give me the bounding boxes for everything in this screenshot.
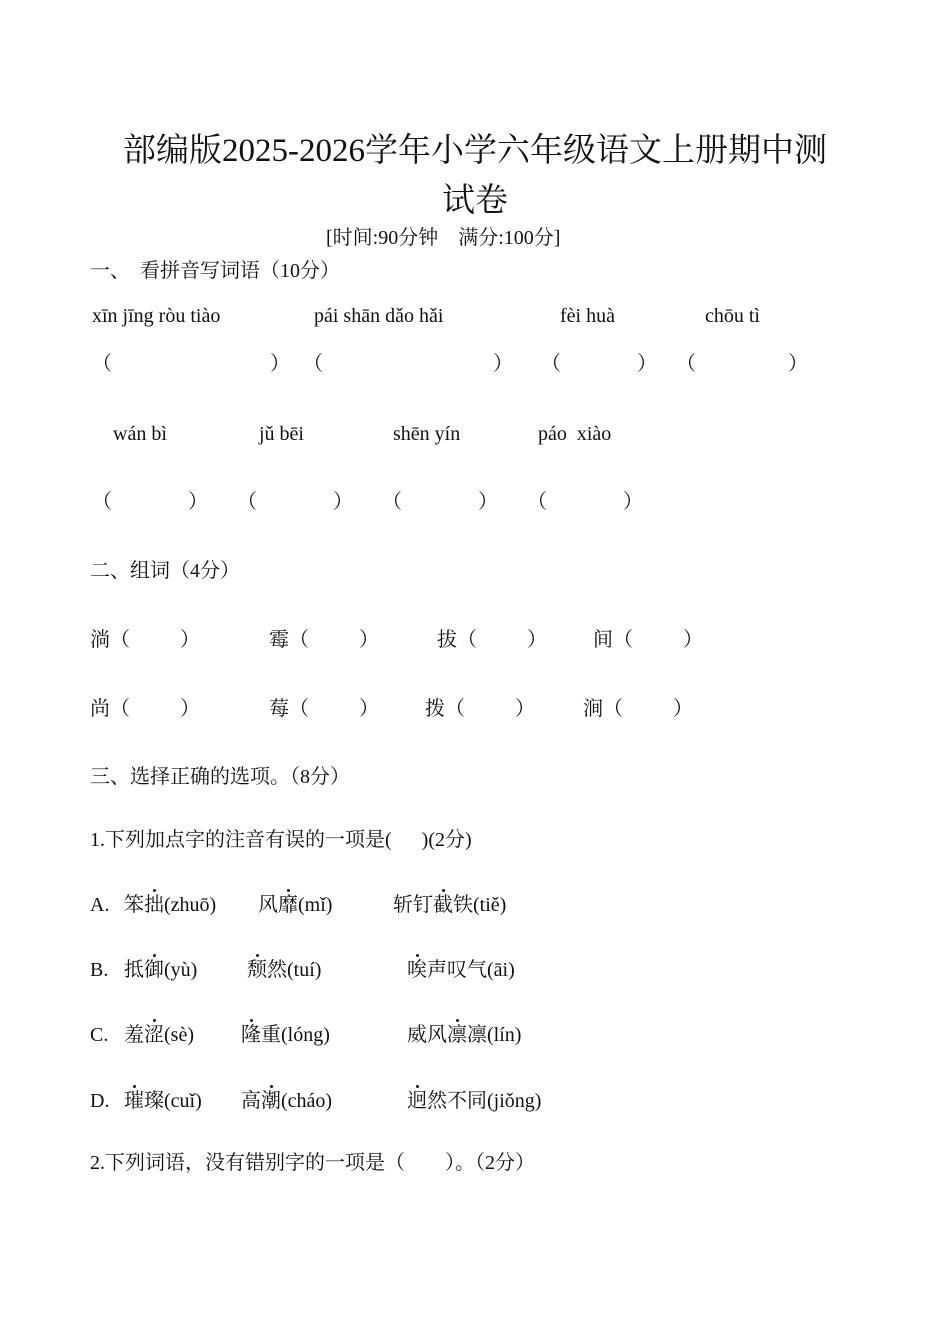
pinyin: pái shān dǎo hǎi [314,305,444,327]
dotted-character: 璀 [124,1090,144,1112]
option-text: (zhuō) [164,894,217,916]
option-text: 斩钉 [393,894,433,916]
question-2: 2.下列词语，没有错别字的一项是（ ）。（2分） [90,1152,535,1174]
answer-blank[interactable]: （ ） [237,491,353,513]
word-group-item[interactable]: 间（ ） [593,629,703,651]
dotted-character: 唉 [407,959,427,981]
option-label[interactable]: D. [90,1090,110,1112]
question-1: 1.下列加点字的注音有误的一项是( )(2分) [90,829,472,851]
option-text: 威风 [407,1024,447,1046]
pinyin: xīn jīng ròu tiào [92,305,221,327]
option-label[interactable]: B. [90,959,109,981]
word-group-item[interactable]: 拨（ ） [425,698,535,720]
option-text: 凛(lín) [467,1024,522,1046]
option-text: (cháo) [281,1090,333,1112]
answer-blank[interactable]: （ ） [382,491,498,513]
dotted-character: 拙 [144,894,164,916]
dotted-character: 凛 [447,1024,467,1046]
option-text: (mǐ) [298,894,333,916]
option-text: (yù) [164,959,198,981]
option-text: 然不同(jiǒng) [427,1090,542,1112]
answer-blank[interactable]: （ ） [527,491,643,513]
word-group-item[interactable]: 拔（ ） [437,629,547,651]
answer-blank[interactable]: （ ） [676,353,808,375]
pinyin: páo xiào [538,423,612,445]
word-group-item[interactable]: 霉（ ） [269,629,379,651]
word-group-item[interactable]: 涧（ ） [583,698,693,720]
option-label[interactable]: A. [90,894,110,916]
option-text: 璨(cuǐ) [144,1090,202,1112]
option-word [124,1025,194,1045]
option-text: 重(lóng) [261,1024,330,1046]
section3-heading: 三、选择正确的选项。（8分） [90,766,350,788]
pinyin: jǔ bēi [259,423,304,445]
pinyin: shēn yín [393,423,461,445]
title-line-1: 部编版2025-2026学年小学六年级语文上册期中测 [123,133,827,169]
option-word [393,895,506,915]
dotted-character: 截 [433,894,453,916]
word-group-item[interactable]: 淌（ ） [90,629,200,651]
title-line-2: 试卷 [442,183,508,219]
pinyin: wán bì [113,423,167,445]
dotted-character: 潮 [261,1090,281,1112]
option-text: 抵 [124,959,144,981]
answer-blank[interactable]: （ ） [303,353,513,375]
section2-heading: 二、组词（4分） [90,560,240,582]
dotted-character: 靡 [278,894,298,916]
option-text: (sè) [164,1024,194,1046]
option-text: 声叹气(āi) [427,959,515,981]
option-text: 笨 [124,894,144,916]
dotted-character: 御 [144,959,164,981]
word-group-item[interactable]: 尚（ ） [90,698,200,720]
dotted-character: 隆 [241,1024,261,1046]
option-word [258,895,332,915]
option-text: 然(tuí) [267,959,322,981]
answer-blank[interactable]: （ ） [541,353,657,375]
option-text: 高 [241,1090,261,1112]
section1-heading: 一、 看拼音写词语（10分） [90,260,340,282]
answer-blank[interactable]: （ ） [92,491,208,513]
option-word [124,1091,202,1111]
pinyin: fèi huà [560,305,615,327]
option-text: 风 [258,894,278,916]
dotted-character: 迥 [407,1090,427,1112]
option-word [247,960,321,980]
option-text: 铁(tiě) [453,894,507,916]
pinyin: chōu tì [705,305,760,327]
dotted-character: 颓 [247,959,267,981]
option-word [124,960,197,980]
option-text: 羞 [124,1024,144,1046]
option-word [241,1091,332,1111]
answer-blank[interactable]: （ ） [92,353,290,375]
word-group-item[interactable]: 莓（ ） [269,698,379,720]
exam-info: [时间:90分钟 满分:100分] [326,227,561,249]
option-word [124,895,216,915]
option-word [407,1091,541,1111]
option-word [241,1025,330,1045]
dotted-character: 涩 [144,1024,164,1046]
option-word [407,960,515,980]
option-label[interactable]: C. [90,1024,109,1046]
option-word [407,1025,521,1045]
